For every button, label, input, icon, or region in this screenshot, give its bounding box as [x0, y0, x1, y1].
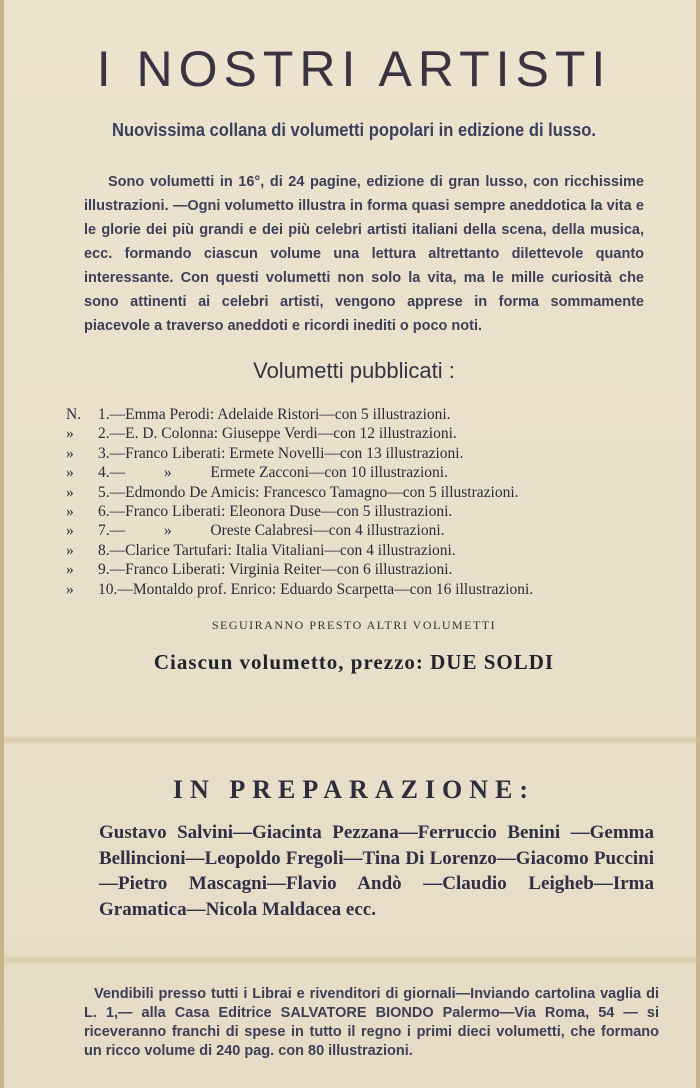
footer-notice: Vendibili presso tutti i Librai e rivenditori di giornali—Inviando cartolina vaglia di L. 1,— alla Casa Editrice SALVATORE BIONDO Palermo—Via Roma, 54 — si riceveranno franchi di spese in tutto il regno i primi dieci volumetti, che formano un ricco volume di 240 pag. con 80 illustrazioni. — [84, 986, 659, 1059]
preparation-heading: IN PREPARAZIONE: — [172, 775, 536, 804]
list-item — [66, 580, 666, 599]
list-item — [66, 444, 666, 463]
list-item — [66, 483, 666, 502]
list-item-text: 3.—Franco Liberati: Ermete Novelli—con 13 illustrazioni. — [98, 444, 464, 462]
list-item-mark: » — [66, 541, 74, 559]
list-item-text: 4.— » Ermete Zacconi—con 10 illustrazioni. — [98, 464, 448, 482]
list-item-mark: » — [66, 483, 74, 501]
followup-note: SEGUIRANNO PRESTO ALTRI VOLUMETTI — [211, 618, 497, 632]
list-item — [66, 560, 666, 579]
series-subtitle: Nuovissima collana di volumetti popolari in edizione di lusso. — [111, 120, 597, 140]
list-item-mark: N. — [66, 406, 82, 423]
list-item-mark: » — [66, 425, 74, 443]
list-item-text: 1.—Emma Perodi: Adelaide Ristori—con 5 illustrazioni. — [98, 406, 451, 423]
published-list — [66, 405, 666, 599]
section-divider — [4, 735, 700, 745]
intro-paragraph: Sono volumetti in 16°, di 24 pagine, edizione di gran lusso, con ricchissime illustrazioni. —Ogni volumetto illustra in forma quasi sempre aneddotica la vita e le glorie dei più grandi e dei più celebri artisti italiani della scena, della musica, ecc. formando ciascun volume una lettura altrettanto dilettevole quanto interessante. Con questi volumetti non solo la vita, ma le mille curiosità che sono attinenti ai celebri artisti, vengono apprese in forma sommamente piacevole a traverso aneddoti e ricordi inediti o poco noti. — [84, 174, 644, 334]
list-item-text: 9.—Franco Liberati: Virginia Reiter—con 6 illustrazioni. — [98, 561, 453, 579]
list-item — [66, 541, 666, 560]
section-divider — [4, 955, 700, 965]
list-item-mark: » — [66, 522, 74, 540]
list-item-mark: » — [66, 580, 74, 598]
published-heading: Volumetti pubblicati : — [253, 358, 455, 383]
list-item-mark: » — [66, 503, 74, 521]
list-item-text: 7.— » Oreste Calabresi—con 4 illustrazioni. — [98, 522, 445, 540]
list-item — [66, 405, 666, 424]
list-item-mark: » — [66, 561, 74, 579]
page-title: I NOSTRI ARTISTI — [96, 41, 612, 97]
price-line: Ciascun volumetto, prezzo: DUE SOLDI — [153, 650, 555, 674]
list-item — [66, 521, 666, 540]
list-item — [66, 502, 666, 521]
list-item-text: 2.—E. D. Colonna: Giuseppe Verdi—con 12 illustrazioni. — [98, 425, 457, 443]
list-item-text: 8.—Clarice Tartufari: Italia Vitaliani—con 4 illustrazioni. — [98, 541, 456, 559]
list-item-mark: » — [66, 444, 74, 462]
list-item — [66, 463, 666, 482]
list-item-text: 10.—Montaldo prof. Enrico: Eduardo Scarpetta—con 16 illustrazioni. — [98, 580, 534, 598]
list-item-text: 6.—Franco Liberati: Eleonora Duse—con 5 illustrazioni. — [98, 503, 453, 521]
list-item — [66, 424, 666, 443]
list-item-mark: » — [66, 464, 74, 482]
list-item-text: 5.—Edmondo De Amicis: Francesco Tamagno—con 5 illustrazioni. — [98, 483, 519, 501]
preparation-list: Gustavo Salvini—Giacinta Pezzana—Ferruccio Benini —Gemma Bellincioni—Leopoldo Fregoli—Tina Di Lorenzo—Giacomo Puccini—Pietro Mascagni—Flavio Andò —Claudio Leigheb—Irma Gramatica—Nicola Maldacea ecc. — [99, 822, 654, 920]
